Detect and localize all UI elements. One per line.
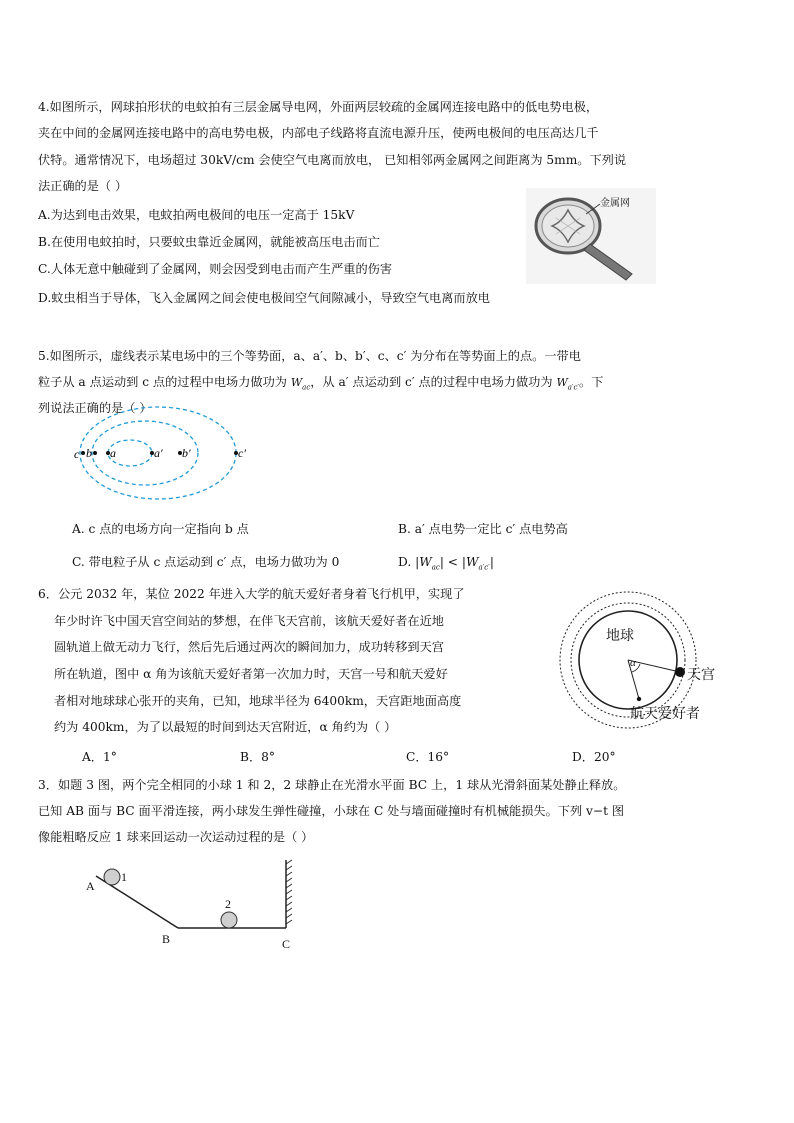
point-c-prime: c′ bbox=[238, 446, 246, 460]
point-a-prime: a′ bbox=[154, 446, 163, 460]
q4-line-1: 4.如图所示，网球拍形状的电蚊拍有三层金属导电网，外面两层较疏的金属网连接电路中的低电势电极， bbox=[38, 100, 599, 114]
orbit-figure bbox=[548, 588, 734, 732]
point-c-label: C bbox=[282, 937, 291, 951]
q6-line-5: 者相对地球球心张开的夹角，已知，地球半径为 6400km，天宫距地面高度 bbox=[54, 694, 462, 708]
earth-label: 地球 bbox=[606, 629, 634, 644]
equipotential-figure bbox=[72, 405, 272, 505]
q4-option-b: B.在使用电蚊拍时，只要蚊虫靠近金属网，就能被高压电击而亡 bbox=[38, 235, 380, 249]
mosquito-racket-figure bbox=[526, 188, 656, 284]
q6-option-b: B．8° bbox=[240, 750, 275, 764]
point-b-label: B bbox=[162, 932, 171, 946]
q5-option-b: B. a′ 点电势一定比 c′ 点电势高 bbox=[398, 522, 568, 536]
q4-line-4: 法正确的是（ ） bbox=[38, 179, 128, 193]
q5-option-c: C. 带电粒子从 c 点运动到 c′ 点，电场力做功为 0 bbox=[72, 555, 340, 569]
point-b: b bbox=[86, 446, 92, 460]
q4-line-2: 夹在中间的金属网连接电路中的高电势电极，内部电子线路将直流电源升压，使两电极间的电压高达几千 bbox=[38, 126, 599, 140]
alpha-label: α bbox=[630, 657, 636, 669]
q6-line-1: 6．公元 2032 年，某位 2022 年进入大学的航天爱好者身着飞行机甲，实现了 bbox=[38, 587, 465, 601]
q5-d-expr-3: | bbox=[489, 555, 494, 569]
q5-work-ac: W bbox=[290, 376, 303, 389]
point-c: c bbox=[74, 447, 80, 461]
q3-line-2: 已知 AB 面与 BC 面平滑连接，两小球发生弹性碰撞，小球在 C 处与墙面碰撞时有机械能损失。下列 v−t 图 bbox=[38, 804, 625, 818]
q5-work-a2c2-sub: a′c′ bbox=[567, 383, 580, 392]
q5-option-d-prefix: D. bbox=[398, 555, 412, 569]
q6-option-a: A．1° bbox=[82, 750, 117, 764]
q6-line-3: 圆轨道上做无动力飞行，然后先后通过两次的瞬间加力，成功转移到天宫 bbox=[54, 640, 444, 654]
q5-line-1: 5.如图所示，虚线表示某电场中的三个等势面，a、a′、b、b′、c、c′ 为分布在等势面上的点。一带电 bbox=[38, 349, 581, 363]
point-a-label: A bbox=[86, 879, 95, 893]
q4-line-3: 伏特。通常情况下，电场超过 30kV/cm 会使空气电离而放电， 已知相邻两金属网之间距离为 5mm。下列说 bbox=[38, 153, 627, 167]
metal-mesh-label: 金属网 bbox=[600, 198, 630, 209]
q5-line-2-b: ，从 a′ 点运动到 c′ 点的过程中电场力做功为 bbox=[310, 375, 557, 389]
q4-option-a: A.为达到电击效果，电蚊拍两电极间的电压一定高于 15kV bbox=[38, 208, 355, 222]
q6-line-2: 年少时许飞中国天宫空间站的梦想，在伴飞天宫前，该航天爱好者在近地 bbox=[54, 614, 444, 628]
q4-option-c: C.人体无意中触碰到了金属网，则会因受到电击而产生严重的伤害 bbox=[38, 262, 393, 276]
q6-option-c: C．16° bbox=[406, 750, 450, 764]
q5-line-2 bbox=[38, 373, 603, 396]
point-a: a bbox=[110, 446, 116, 460]
q5-work-ac-sub: ac bbox=[302, 383, 311, 392]
q6-line-6: 约为 400km，为了以最短的时间到达天宫附近，α 角约为（ ） bbox=[54, 720, 397, 734]
q5-d-expr-2: | < |W bbox=[439, 555, 479, 569]
q5-d-sub-1: ac bbox=[431, 563, 440, 572]
q5-option-d bbox=[398, 553, 494, 576]
q5-d-expr-1: |W bbox=[415, 555, 432, 569]
q5-d-sub-2: a′c′ bbox=[478, 563, 490, 572]
q5-line-2-a: 粒子从 a 点运动到 c 点的过程中电场力做功为 bbox=[38, 375, 291, 389]
q6-line-4: 所在轨道，图中 α 角为该航天爱好者第一次加力时，天宫一号和航天爱好 bbox=[54, 667, 448, 681]
ball-1-label: 1 bbox=[121, 870, 127, 884]
astronaut-label: 航天爱好者 bbox=[630, 707, 700, 722]
q4-option-d: D.蚊虫相当于导体，飞入金属网之间会使电极间空气间隙减小，导致空气电离而放电 bbox=[38, 291, 490, 305]
point-b-prime: b′ bbox=[182, 446, 191, 460]
station-label: 天宫 bbox=[687, 668, 715, 683]
incline-figure bbox=[82, 856, 302, 956]
q5-option-a: A. c 点的电场方向一定指向 b 点 bbox=[72, 522, 249, 536]
q5-line-3: 列说法正确的是（ ） bbox=[38, 401, 152, 415]
q3-line-3: 像能粗略反应 1 球来回运动一次运动过程的是（ ） bbox=[38, 830, 314, 844]
q3-line-1: 3．如题 3 图，两个完全相同的小球 1 和 2，2 球静止在光滑水平面 BC 上，1 球从光滑斜面某处静止释放。 bbox=[38, 778, 626, 792]
q5-option-d-expr bbox=[415, 555, 494, 572]
q6-option-d: D．20° bbox=[572, 750, 616, 764]
q5-line-2-c: 。下 bbox=[579, 375, 604, 389]
ball-2-label: 2 bbox=[225, 897, 231, 911]
q5-work-a2c2: W bbox=[556, 376, 568, 389]
